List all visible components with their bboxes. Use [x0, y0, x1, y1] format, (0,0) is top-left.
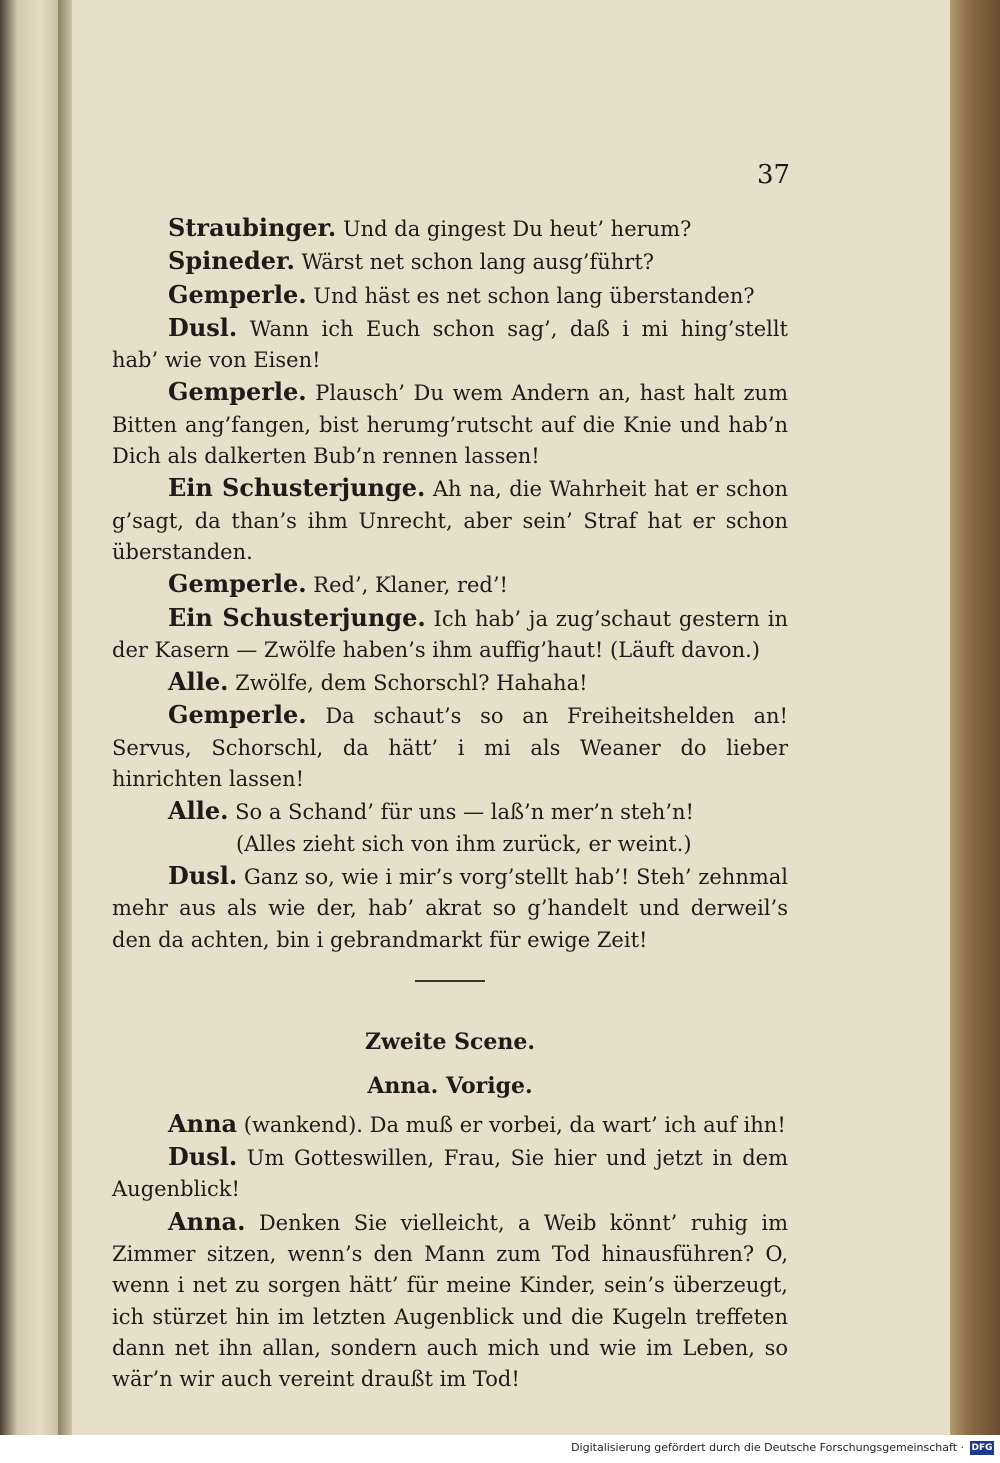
speaker-name: Dusl.: [168, 312, 238, 342]
speaker-name: Anna.: [168, 1206, 246, 1236]
dialogue-line: [112, 699, 788, 795]
dialogue-text: Red’, Klaner, red’!: [306, 573, 508, 598]
dialogue-line: [112, 376, 788, 472]
dialogue-text: Denken Sie vielleicht, a Weib könnt’ ruhig im Zimmer sitzen, wenn’s den Mann zum Tod hinausführen? O, wenn i net zu sorgen hätt’ für meine Kinder, sein’s überzeugt, ich stürzet hin im letzten Augenblick und die Kugeln treffeten dann net ihn allan, sondern auch mich und wie im Leben, so wär’n wir auch vereint draußt im Tod!: [112, 1210, 788, 1392]
page-text: [112, 212, 788, 1396]
dialogue-line: [112, 1206, 788, 1396]
speaker-name: Dusl.: [168, 1142, 238, 1172]
dialogue-line: [112, 602, 788, 667]
dialogue-line: [112, 472, 788, 568]
dialogue-line: [112, 1141, 788, 1206]
dialogue-line: [112, 1108, 788, 1141]
dialogue-text: Um Gotteswillen, Frau, Sie hier und jetzt in dem Augenblick!: [112, 1146, 788, 1202]
scene-characters: Anna. Vorige.: [367, 1072, 533, 1099]
dialogue-text: Wärst net schon lang ausg’führt?: [294, 250, 655, 275]
speaker-name: Ein Schusterjunge.: [168, 602, 426, 632]
dialogue-text: Da schaut’s so an Freiheitshelden an! Servus, Schorschl, da hätt’ i mi als Weaner do lieber hinrichten lassen!: [112, 704, 788, 792]
scene-heading: Zweite Scene.: [364, 1028, 536, 1055]
speaker-name: Alle.: [168, 796, 229, 826]
speaker-name: Alle.: [168, 667, 229, 697]
dialogue-text: Und da gingest Du heut’ herum?: [336, 217, 692, 241]
dialogue-text: Und häst es net schon lang überstanden?: [306, 283, 755, 308]
speaker-name: Straubinger.: [168, 213, 337, 242]
dialogue-text: Zwölfe, dem Schorschl? Hahaha!: [228, 671, 588, 696]
dfg-logo: DFG: [971, 1443, 993, 1453]
section-divider: [415, 980, 485, 982]
right-page-edge: [950, 0, 1000, 1435]
footer-credit: Digitalisierung gefördert durch die Deutsche Forschungsgemeinschaft ·: [571, 1441, 964, 1454]
dialogue-line: [112, 666, 788, 699]
speaker-name: Gemperle.: [168, 569, 307, 599]
dialogue-text: (wankend). Da muß er vorbei, da wart’ ich auf ihn!: [237, 1112, 786, 1137]
dialogue-line: [112, 795, 788, 828]
speaker-name: Gemperle.: [168, 700, 307, 730]
dialogue-line: [112, 212, 788, 245]
dialogue-line: [112, 568, 788, 601]
speaker-name: Gemperle.: [168, 279, 307, 309]
speaker-name: Spineder.: [168, 246, 295, 276]
book-gutter: [58, 0, 72, 1435]
speaker-name: Anna: [168, 1108, 238, 1138]
dialogue-line: [112, 279, 788, 312]
dialogue-text: Plausch’ Du wem Andern an, hast halt zum Bitten ang’fangen, bist herumg’rutscht auf die Knie und hab’n Dich als dalkerten Bub’n rennen lassen!: [112, 381, 788, 469]
footer-bar: [0, 1435, 1000, 1463]
stage-direction: (Alles zieht sich von ihm zurück, er weint.): [236, 831, 692, 856]
dialogue-line: [112, 860, 788, 956]
speaker-name: Ein Schusterjunge.: [168, 473, 426, 503]
left-page-edge: [0, 0, 58, 1435]
dialogue-text: So a Schand’ für uns — laß’n mer’n steh’n!: [228, 800, 694, 825]
dialogue-line: [112, 312, 788, 377]
dialogue-text: Ah na, die Wahrheit hat er schon g’sagt, da than’s ihm Unrecht, aber sein’ Straf hat er schon überstanden.: [112, 477, 789, 564]
dialogue-text: Wann ich Euch schon sag’, daß i mi hing’stellt hab’ wie von Eisen!: [112, 316, 788, 373]
dialogue-text: Ganz so, wie i mir’s vorg’stellt hab’! Steh’ zehnmal mehr aus als wie der, hab’ akrat so g’handelt und derweil’s den da achten, bin i gebrandmarkt für ewige Zeit!: [112, 864, 788, 952]
dialogue-text: Ich hab’ ja zug’schaut gestern in der Kasern — Zwölfe haben’s ihm auffig’haut! (Läuft davon.): [112, 606, 789, 662]
page-number: 37: [757, 160, 791, 190]
dialogue-line: [112, 245, 788, 278]
speaker-name: Gemperle.: [168, 377, 307, 407]
speaker-name: Dusl.: [168, 860, 238, 890]
